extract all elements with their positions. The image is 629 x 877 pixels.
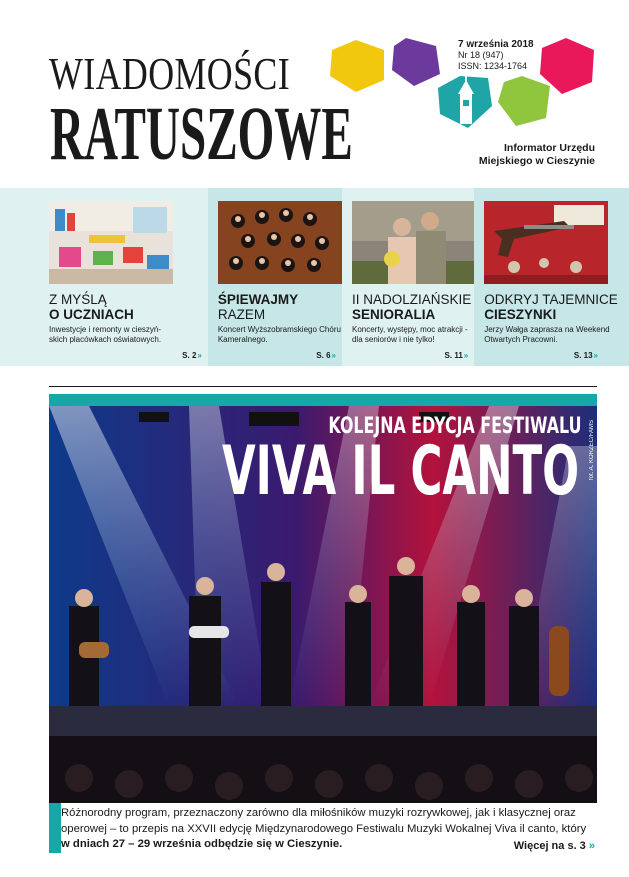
double-chevron-right-icon: » [463, 351, 469, 360]
double-chevron-right-icon: » [593, 351, 598, 360]
double-chevron-right-icon: » [331, 351, 336, 360]
teaser-headline [49, 292, 134, 322]
logo-yellow-pentagon [330, 40, 384, 92]
teaser-headline [218, 292, 298, 322]
teaser-headline-line2: O UCZNIACH [49, 307, 134, 322]
double-chevron-right-icon: » [588, 840, 595, 852]
more-link-label: Więcej na s. 3 [513, 840, 586, 852]
teaser-students[interactable] [0, 188, 208, 366]
teasers-strip [0, 188, 629, 366]
teaser-page-link[interactable] [445, 351, 469, 360]
teaser-page-label: S. 11 [444, 351, 463, 360]
subtitle-line1: Informator Urzędu [503, 142, 595, 154]
teaser-description: Jerzy Wałga zaprasza na Weekend Otwartych Pracowni. [484, 325, 610, 344]
issue-date: 7 września 2018 [458, 39, 534, 50]
photo-credit: fot. A. KORZEC/FAMS [589, 420, 595, 481]
logo-green-pentagon [498, 76, 550, 126]
caption-text: Różnorodny program, przeznaczony zarówno dla miłośników muzyki rozrywkowej, jak i klasycznej oraz operowej – to przepis na XXVII edycję Międzynarodowego Festiwalu Muzyki Wokalnej Viva il canto, który [61, 807, 587, 835]
more-link[interactable] [514, 840, 595, 852]
teaser-photo-choir [218, 201, 342, 284]
teaser-seniors[interactable] [342, 188, 474, 366]
subtitle-line2: Miejskiego w Cieszynie [478, 155, 595, 167]
teaser-page-link[interactable] [182, 351, 202, 360]
teaser-cieszynka[interactable] [474, 188, 629, 366]
teaser-page-link[interactable] [574, 351, 598, 360]
masthead-subtitle [425, 142, 595, 168]
masthead-title-line2: RATUSZOWE [50, 92, 353, 176]
teaser-page-label: S. 13 [573, 351, 593, 360]
teaser-page-label: S. 2 [182, 351, 197, 360]
teaser-page-link[interactable] [316, 351, 336, 360]
teaser-photo-seniors [352, 201, 476, 284]
teaser-headline [484, 292, 618, 322]
teaser-description: Koncerty, występy, moc atrakcji - dla seniorów i nie tylko! [351, 325, 468, 344]
teaser-photo-pistol [484, 201, 608, 284]
teaser-description: Inwestycje i remonty w cieszyń-skich placówkach oświatowych. [49, 325, 162, 344]
double-chevron-right-icon: » [197, 351, 202, 360]
hero-title: VIVA IL CANTO [221, 432, 579, 511]
hero-top-bar [49, 394, 597, 406]
caption-accent-bar [49, 803, 61, 853]
teaser-headline-line2: SENIORALIA [351, 307, 436, 322]
teaser-choir[interactable] [208, 188, 342, 366]
hero-kicker: KOLEJNA EDYCJA FESTIWALU [327, 414, 581, 439]
teaser-page-label: S. 6 [316, 351, 331, 360]
teaser-headline-line2: CIESZYNKI [484, 307, 557, 322]
teaser-headline-line1: ŚPIEWAJMY [217, 292, 299, 307]
hero-photo [49, 406, 597, 803]
teaser-headline [352, 292, 471, 322]
teaser-headline-line1: II NADOLZIAŃSKIE [351, 292, 472, 307]
teaser-photo-classroom [49, 201, 173, 284]
city-logo [328, 36, 598, 136]
issue-number: Nr 18 (947) [458, 50, 504, 60]
section-divider [49, 386, 597, 387]
caption-text-bold: w dniach 27 – 29 września odbędzie się w Cieszynie. [61, 838, 343, 850]
teaser-headline-line1: Z MYŚLĄ [49, 292, 107, 307]
teaser-description: Koncert Wyższobramskiego Chóru Kameralnego. [217, 325, 341, 344]
issn: ISSN: 1234-1764 [458, 61, 528, 71]
logo-purple-pentagon [392, 38, 440, 86]
masthead-title-line1: WIADOMOŚCI [49, 48, 291, 99]
teaser-headline-line2: RAZEM [217, 307, 266, 322]
teaser-headline-line1: ODKRYJ TAJEMNICE [484, 292, 618, 307]
